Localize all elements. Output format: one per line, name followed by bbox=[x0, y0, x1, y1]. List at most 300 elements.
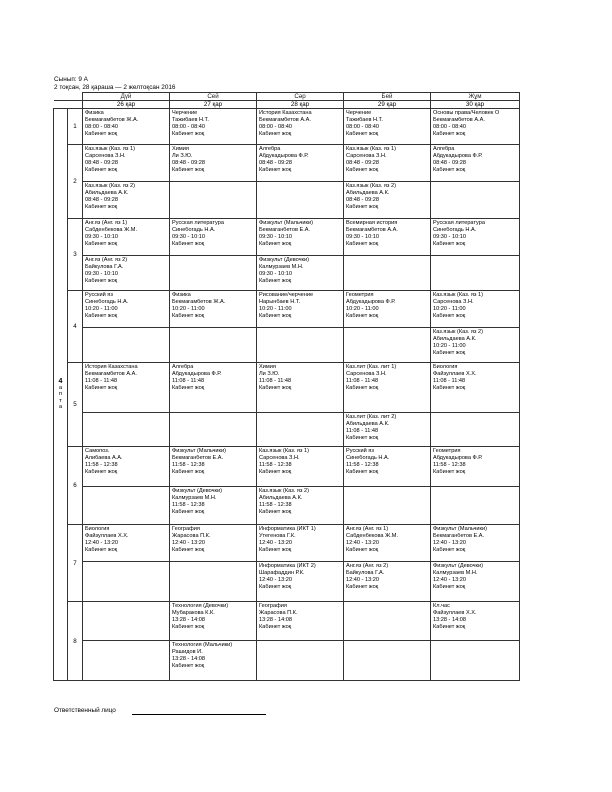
lesson-cell bbox=[257, 562, 344, 602]
subject-name: Физика bbox=[172, 292, 191, 298]
lesson-time: 11:08 - 11:48 bbox=[346, 378, 379, 384]
signature-line bbox=[132, 714, 266, 715]
lesson-time: 12:40 - 13:20 bbox=[433, 540, 466, 546]
teacher-name: Жарасова П.К. bbox=[259, 610, 298, 616]
lesson-time: 08:48 - 09:28 bbox=[85, 197, 118, 203]
lesson-time: 09:30 - 10:10 bbox=[85, 271, 118, 277]
empty-cell bbox=[431, 413, 520, 447]
day-date: 30 қар bbox=[431, 101, 520, 109]
lesson-time: 08:48 - 09:28 bbox=[346, 197, 379, 203]
lesson-cell bbox=[170, 641, 257, 681]
day-name: Сей bbox=[170, 93, 257, 101]
subject-name: Геометрия bbox=[433, 448, 461, 454]
room-label: Кабинет жоқ bbox=[346, 241, 379, 247]
teacher-name: Абдукадырова Ф.Р. bbox=[172, 371, 222, 377]
lesson-time: 09:30 - 10:10 bbox=[172, 234, 205, 240]
lesson-cell bbox=[257, 602, 344, 641]
room-label: Кабинет жоқ bbox=[346, 469, 379, 475]
lesson-time: 12:40 - 13:20 bbox=[433, 577, 466, 583]
room-label: Кабинет жоқ bbox=[172, 241, 205, 247]
teacher-name: Ли З.Ю. bbox=[172, 153, 193, 159]
empty-cell bbox=[257, 182, 344, 219]
lesson-number: 6 bbox=[68, 447, 83, 525]
subject-name: Физкульт (Девочки) bbox=[259, 257, 309, 263]
table-row bbox=[54, 256, 520, 291]
teacher-name: Файзуллаев Х.Х. bbox=[433, 610, 477, 616]
room-label: Кабинет жоқ bbox=[85, 131, 118, 137]
room-label: Кабинет жоқ bbox=[172, 624, 205, 630]
lesson-cell bbox=[431, 447, 520, 487]
day-name: Дүй bbox=[83, 93, 170, 101]
lesson-cell bbox=[170, 363, 257, 413]
lesson-time: 08:00 - 08:40 bbox=[259, 124, 292, 130]
empty-cell bbox=[344, 256, 431, 291]
room-label: Кабинет жоқ bbox=[172, 469, 205, 475]
class-label: Сынып: 9 А bbox=[54, 76, 88, 83]
lesson-cell bbox=[431, 363, 520, 413]
lesson-time: 11:58 - 12:38 bbox=[433, 462, 466, 468]
empty-cell bbox=[170, 182, 257, 219]
subject-name: Информатика (ИКТ 1) bbox=[259, 526, 316, 532]
lesson-cell bbox=[257, 109, 344, 145]
subject-name: Анг.яз (Анг. яз 2) bbox=[85, 257, 128, 263]
lesson-cell bbox=[344, 447, 431, 487]
table-row bbox=[54, 602, 520, 641]
lesson-time: 11:58 - 12:38 bbox=[259, 502, 292, 508]
teacher-name: Бекмаганбетов Е.А. bbox=[172, 455, 224, 461]
teacher-name: Бекмағамбетов Ж.А. bbox=[172, 299, 226, 305]
room-label: Кабинет жоқ bbox=[85, 241, 118, 247]
lesson-cell bbox=[170, 525, 257, 562]
week-label-char: п bbox=[58, 391, 63, 398]
lesson-time: 11:08 - 11:48 bbox=[433, 378, 466, 384]
room-label: Кабинет жоқ bbox=[259, 624, 292, 630]
teacher-name: Синебогадь Н.А. bbox=[346, 455, 390, 461]
subject-name: Анг.яз (Анг. яз 1) bbox=[346, 526, 389, 532]
teacher-name: Абдукадырова Ф.Р. bbox=[433, 153, 483, 159]
lesson-time: 10:20 - 11:00 bbox=[346, 306, 379, 312]
subject-name: Физика bbox=[85, 110, 104, 116]
subject-name: Русский яз bbox=[346, 448, 374, 454]
subject-name: Каз.язык (Каз. яз 2) bbox=[433, 329, 484, 335]
day-name: Сәр bbox=[257, 93, 344, 101]
room-label: Кабинет жоқ bbox=[85, 547, 118, 553]
teacher-name: Калмурзаев М.Н. bbox=[172, 495, 217, 501]
teacher-name: Бекмағамбетов А.А. bbox=[85, 371, 137, 377]
lesson-number: 2 bbox=[68, 145, 83, 219]
teacher-name: Абильдаева А.К. bbox=[346, 421, 390, 427]
teacher-name: Утегенова Г.К. bbox=[259, 533, 296, 539]
subject-name: Анг.яз (Анг. яз 2) bbox=[346, 563, 389, 569]
empty-cell bbox=[344, 487, 431, 525]
lesson-cell bbox=[431, 525, 520, 562]
teacher-name: Бекмаганбетов Е.А. bbox=[259, 227, 311, 233]
lesson-time: 09:30 - 10:10 bbox=[259, 271, 292, 277]
room-label: Кабинет жоқ bbox=[433, 167, 466, 173]
teacher-name: Сабденбекова Ж.М. bbox=[85, 227, 138, 233]
table-row bbox=[54, 182, 520, 219]
period-label: 2 тоқсан, 28 қараша — 2 желтоқсан 2016 bbox=[54, 84, 176, 91]
teacher-name: Синебогадь Н.А. bbox=[433, 227, 477, 233]
room-label: Кабинет жоқ bbox=[85, 469, 118, 475]
lesson-cell bbox=[83, 363, 170, 413]
subject-name: Русская литература bbox=[433, 220, 486, 226]
corner-cell bbox=[54, 93, 83, 101]
room-label: Кабинет жоқ bbox=[433, 469, 466, 475]
subject-name: Рисование/черчение bbox=[259, 292, 314, 298]
subject-name: Каз.язык (Каз. яз 1) bbox=[85, 146, 136, 152]
teacher-name: Байкулова Г.А. bbox=[346, 570, 385, 576]
subject-name: Всемирная история bbox=[346, 220, 398, 226]
teacher-name: Калмурзаев М.Н. bbox=[433, 570, 478, 576]
empty-cell bbox=[344, 328, 431, 363]
lesson-cell bbox=[170, 145, 257, 182]
lesson-cell bbox=[83, 182, 170, 219]
subject-name: Алгебра bbox=[259, 146, 281, 152]
lesson-time: 10:20 - 11:00 bbox=[259, 306, 292, 312]
subject-name: Кл.час bbox=[433, 603, 450, 609]
lesson-time: 13:28 - 14:08 bbox=[172, 617, 205, 623]
lesson-time: 08:48 - 09:28 bbox=[85, 160, 118, 166]
empty-cell bbox=[83, 602, 170, 641]
teacher-name: Ли З.Ю. bbox=[259, 371, 280, 377]
lesson-time: 08:00 - 08:40 bbox=[172, 124, 205, 130]
subject-name: История Казахстана bbox=[85, 364, 138, 370]
lesson-time: 09:30 - 10:10 bbox=[85, 234, 118, 240]
subject-name: Физкульт (Мальчики) bbox=[172, 448, 226, 454]
table-row bbox=[54, 219, 520, 256]
room-label: Кабинет жоқ bbox=[433, 584, 466, 590]
empty-cell bbox=[170, 256, 257, 291]
table-row bbox=[54, 328, 520, 363]
room-label: Кабинет жоқ bbox=[433, 131, 466, 137]
teacher-name: Синебогадь Н.А. bbox=[85, 299, 129, 305]
lesson-cell bbox=[257, 256, 344, 291]
teacher-name: Бекмағамбетов А.А. bbox=[433, 117, 485, 123]
lesson-time: 11:58 - 12:38 bbox=[172, 462, 205, 468]
subject-name: Химия bbox=[259, 364, 276, 370]
empty-cell bbox=[257, 413, 344, 447]
teacher-name: Бекмағамбетов А.А. bbox=[259, 117, 311, 123]
lesson-cell bbox=[344, 182, 431, 219]
lesson-time: 12:40 - 13:20 bbox=[259, 577, 292, 583]
table-row bbox=[54, 109, 520, 145]
room-label: Кабинет жоқ bbox=[433, 313, 466, 319]
empty-cell bbox=[170, 413, 257, 447]
subject-name: Технология (Мальчики) bbox=[172, 642, 233, 648]
table-row bbox=[54, 641, 520, 681]
lesson-cell bbox=[344, 291, 431, 328]
lesson-cell bbox=[170, 219, 257, 256]
week-label bbox=[54, 109, 68, 681]
room-label: Кабинет жоқ bbox=[346, 167, 379, 173]
day-date: 27 қар bbox=[170, 101, 257, 109]
lesson-cell bbox=[431, 145, 520, 182]
subject-name: Физкульт (Мальчики) bbox=[259, 220, 313, 226]
lesson-time: 08:00 - 08:40 bbox=[85, 124, 118, 130]
subject-name: Основы права/Человек О bbox=[433, 110, 500, 116]
empty-cell bbox=[170, 562, 257, 602]
teacher-name: Абдукадырова Ф.Р. bbox=[346, 299, 396, 305]
lesson-time: 13:28 - 14:08 bbox=[433, 617, 466, 623]
schedule-body bbox=[54, 109, 520, 681]
lesson-time: 12:40 - 13:20 bbox=[346, 577, 379, 583]
lesson-time: 08:48 - 09:28 bbox=[172, 160, 205, 166]
room-label: Кабинет жоқ bbox=[85, 385, 118, 391]
room-label: Кабинет жоқ bbox=[172, 385, 205, 391]
subject-name: Алгебра bbox=[433, 146, 455, 152]
week-label-char: т bbox=[59, 397, 62, 404]
lesson-cell bbox=[257, 447, 344, 487]
room-label: Кабинет жоқ bbox=[85, 278, 118, 284]
teacher-name: Тажибаев Н.Т. bbox=[172, 117, 209, 123]
subject-name: История Казахстана bbox=[259, 110, 312, 116]
table-row bbox=[54, 447, 520, 487]
lesson-time: 11:58 - 12:38 bbox=[346, 462, 379, 468]
lesson-time: 10:20 - 11:00 bbox=[172, 306, 205, 312]
day-name: Жұм bbox=[431, 93, 520, 101]
lesson-time: 11:08 - 11:48 bbox=[172, 378, 205, 384]
room-label: Кабинет жоқ bbox=[172, 131, 205, 137]
room-label: Кабинет жоқ bbox=[172, 313, 205, 319]
empty-cell bbox=[83, 562, 170, 602]
room-label: Кабинет жоқ bbox=[433, 241, 466, 247]
lesson-cell bbox=[257, 219, 344, 256]
lesson-cell bbox=[344, 363, 431, 413]
room-label: Кабинет жоқ bbox=[85, 167, 118, 173]
lesson-cell bbox=[344, 562, 431, 602]
lesson-time: 08:48 - 09:28 bbox=[433, 160, 466, 166]
lesson-cell bbox=[170, 602, 257, 641]
lesson-time: 10:20 - 11:00 bbox=[85, 306, 118, 312]
teacher-name: Сарсенова З.Н. bbox=[433, 299, 474, 305]
table-row bbox=[54, 525, 520, 562]
lesson-number: 1 bbox=[68, 109, 83, 145]
teacher-name: Синебогадь Н.А. bbox=[172, 227, 216, 233]
teacher-name: Абильдаева А.К. bbox=[85, 190, 129, 196]
lesson-cell bbox=[344, 145, 431, 182]
room-label: Кабинет жоқ bbox=[172, 509, 205, 515]
subject-name: Физкульт (Девочки) bbox=[433, 563, 483, 569]
subject-name: Геометрия bbox=[346, 292, 374, 298]
lesson-time: 08:00 - 08:40 bbox=[433, 124, 466, 130]
lesson-cell bbox=[257, 363, 344, 413]
teacher-name: Абдукадырова Ф.Р. bbox=[259, 153, 309, 159]
lesson-time: 11:58 - 12:38 bbox=[172, 502, 205, 508]
empty-cell bbox=[83, 641, 170, 681]
lesson-time: 12:40 - 13:20 bbox=[172, 540, 205, 546]
room-label: Кабинет жоқ bbox=[259, 131, 292, 137]
room-label: Кабинет жоқ bbox=[433, 350, 466, 356]
week-label-char: 4 bbox=[58, 377, 63, 385]
lesson-number: 3 bbox=[68, 219, 83, 291]
room-label: Кабинет жоқ bbox=[433, 547, 466, 553]
room-label: Кабинет жоқ bbox=[259, 547, 292, 553]
lesson-time: 08:00 - 08:40 bbox=[346, 124, 379, 130]
teacher-name: Бекмаганбетов Е.А. bbox=[433, 533, 485, 539]
room-label: Кабинет жоқ bbox=[346, 584, 379, 590]
room-label: Кабинет жоқ bbox=[172, 547, 205, 553]
lesson-cell bbox=[431, 109, 520, 145]
room-label: Кабинет жоқ bbox=[259, 241, 292, 247]
lesson-time: 11:58 - 12:38 bbox=[85, 462, 118, 468]
empty-cell bbox=[257, 328, 344, 363]
teacher-name: Абильдаева А.К. bbox=[259, 495, 303, 501]
day-date: 26 қар bbox=[83, 101, 170, 109]
teacher-name: Сабденбекова Ж.М. bbox=[346, 533, 399, 539]
room-label: Кабинет жоқ bbox=[346, 385, 379, 391]
room-label: Кабинет жоқ bbox=[259, 385, 292, 391]
lesson-time: 10:20 - 11:00 bbox=[433, 306, 466, 312]
teacher-name: Бекмағамбетов А.А. bbox=[346, 227, 398, 233]
lesson-time: 11:58 - 12:38 bbox=[259, 462, 292, 468]
subject-name: Самопоз. bbox=[85, 448, 110, 454]
room-label: Кабинет жоқ bbox=[346, 313, 379, 319]
day-name: Бей bbox=[344, 93, 431, 101]
lesson-cell bbox=[344, 413, 431, 447]
teacher-name: Тажибаев Н.Т. bbox=[346, 117, 383, 123]
room-label: Кабинет жоқ bbox=[346, 204, 379, 210]
lesson-cell bbox=[83, 219, 170, 256]
subject-name: Каз.язык (Каз. яз 1) bbox=[433, 292, 484, 298]
teacher-name: Алибаева А.А. bbox=[85, 455, 123, 461]
lesson-cell bbox=[83, 256, 170, 291]
lesson-cell bbox=[170, 447, 257, 487]
empty-cell bbox=[170, 328, 257, 363]
subject-name: Каз.язык (Каз. яз 1) bbox=[346, 146, 397, 152]
teacher-name: Калмурзаев М.Н. bbox=[259, 264, 304, 270]
subject-name: Биология bbox=[433, 364, 458, 370]
lesson-number: 5 bbox=[68, 363, 83, 447]
empty-cell bbox=[431, 256, 520, 291]
room-label: Кабинет жоқ bbox=[259, 278, 292, 284]
empty-cell bbox=[431, 487, 520, 525]
subject-name: Каз.язык (Каз. яз 2) bbox=[346, 183, 397, 189]
lesson-cell bbox=[257, 291, 344, 328]
table-row bbox=[54, 413, 520, 447]
room-label: Кабинет жоқ bbox=[346, 435, 379, 441]
subject-name: Черчение bbox=[346, 110, 372, 116]
week-label-char: а bbox=[58, 385, 63, 392]
room-label: Кабинет жоқ bbox=[259, 469, 292, 475]
teacher-name: Сарсенова З.Н. bbox=[85, 153, 126, 159]
teacher-name: Байкулова Г.А. bbox=[85, 264, 124, 270]
subject-name: Русский яз bbox=[85, 292, 113, 298]
subject-name: Химия bbox=[172, 146, 189, 152]
teacher-name: Файзуллаев Х.Х. bbox=[433, 371, 477, 377]
room-label: Кабинет жоқ bbox=[172, 663, 205, 669]
lesson-time: 09:30 - 10:10 bbox=[259, 234, 292, 240]
lesson-cell bbox=[83, 447, 170, 487]
teacher-name: Сарсенова З.Н. bbox=[259, 455, 300, 461]
empty-cell bbox=[344, 641, 431, 681]
lesson-cell bbox=[257, 145, 344, 182]
subject-name: Технология (Девочки) bbox=[172, 603, 229, 609]
subject-name: Каз.язык (Каз. яз 2) bbox=[259, 488, 310, 494]
lesson-cell bbox=[257, 487, 344, 525]
week-label-char: а bbox=[58, 403, 63, 410]
lesson-time: 12:40 - 13:20 bbox=[346, 540, 379, 546]
lesson-cell bbox=[431, 562, 520, 602]
room-label: Кабинет жоқ bbox=[433, 385, 466, 391]
subject-name: Алгебра bbox=[172, 364, 194, 370]
lesson-cell bbox=[170, 487, 257, 525]
lesson-cell bbox=[83, 525, 170, 562]
day-date-row bbox=[54, 101, 520, 109]
table-row bbox=[54, 145, 520, 182]
lesson-time: 13:28 - 14:08 bbox=[259, 617, 292, 623]
empty-cell bbox=[257, 641, 344, 681]
lesson-cell bbox=[431, 328, 520, 363]
teacher-name: Нарынбаев Н.Т. bbox=[259, 299, 301, 305]
teacher-name: Рашидов И. bbox=[172, 649, 203, 655]
subject-name: Биология bbox=[85, 526, 110, 532]
room-label: Кабинет жоқ bbox=[259, 509, 292, 515]
room-label: Кабинет жоқ bbox=[433, 624, 466, 630]
room-label: Кабинет жоқ bbox=[259, 167, 292, 173]
empty-cell bbox=[344, 602, 431, 641]
lesson-time: 08:48 - 09:28 bbox=[259, 160, 292, 166]
subject-name: Каз.лит (Каз. лит 2) bbox=[346, 414, 397, 420]
subject-name: Каз.лит (Каз. лит 1) bbox=[346, 364, 397, 370]
lesson-cell bbox=[257, 525, 344, 562]
subject-name: Каз.язык (Каз. яз 2) bbox=[85, 183, 136, 189]
lesson-cell bbox=[431, 291, 520, 328]
lesson-cell bbox=[83, 291, 170, 328]
lesson-cell bbox=[431, 219, 520, 256]
lesson-time: 12:40 - 13:20 bbox=[85, 540, 118, 546]
lesson-time: 09:30 - 10:10 bbox=[346, 234, 379, 240]
empty-cell bbox=[83, 328, 170, 363]
subject-name: Каз.язык (Каз. яз 1) bbox=[259, 448, 310, 454]
lesson-time: 10:20 - 11:00 bbox=[433, 343, 466, 349]
empty-cell bbox=[431, 182, 520, 219]
lesson-cell bbox=[344, 219, 431, 256]
teacher-name: Шарафаддин Р.К. bbox=[259, 570, 305, 576]
schedule-table bbox=[53, 92, 520, 681]
teacher-name: Абильдаева А.К. bbox=[433, 336, 477, 342]
room-label: Кабинет жоқ bbox=[259, 313, 292, 319]
lesson-cell bbox=[83, 109, 170, 145]
empty-cell bbox=[83, 487, 170, 525]
teacher-name: Бекмағамбетов Ж.А. bbox=[85, 117, 139, 123]
empty-cell bbox=[83, 413, 170, 447]
lesson-cell bbox=[344, 525, 431, 562]
teacher-name: Сарсенова З.Н. bbox=[346, 153, 387, 159]
room-label: Кабинет жоқ bbox=[85, 204, 118, 210]
table-row bbox=[54, 562, 520, 602]
room-label: Кабинет жоқ bbox=[346, 131, 379, 137]
subject-name: Русская литература bbox=[172, 220, 225, 226]
lesson-time: 11:08 - 11:48 bbox=[346, 428, 379, 434]
subject-name: Информатика (ИКТ 2) bbox=[259, 563, 316, 569]
room-label: Кабинет жоқ bbox=[85, 313, 118, 319]
teacher-name: Файзуллаев Х.Х. bbox=[85, 533, 129, 539]
day-date: 28 қар bbox=[257, 101, 344, 109]
lesson-cell bbox=[431, 602, 520, 641]
teacher-name: Жарасова П.К. bbox=[172, 533, 211, 539]
lesson-time: 11:08 - 11:48 bbox=[259, 378, 292, 384]
teacher-name: Мубаракова К.К. bbox=[172, 610, 215, 616]
teacher-name: Сарсенова З.Н. bbox=[346, 371, 387, 377]
lesson-time: 11:08 - 11:48 bbox=[85, 378, 118, 384]
corner-cell bbox=[54, 101, 83, 109]
lesson-cell bbox=[83, 145, 170, 182]
lesson-time: 12:40 - 13:20 bbox=[259, 540, 292, 546]
empty-cell bbox=[431, 641, 520, 681]
lesson-time: 13:28 - 14:08 bbox=[172, 656, 205, 662]
table-row bbox=[54, 363, 520, 413]
